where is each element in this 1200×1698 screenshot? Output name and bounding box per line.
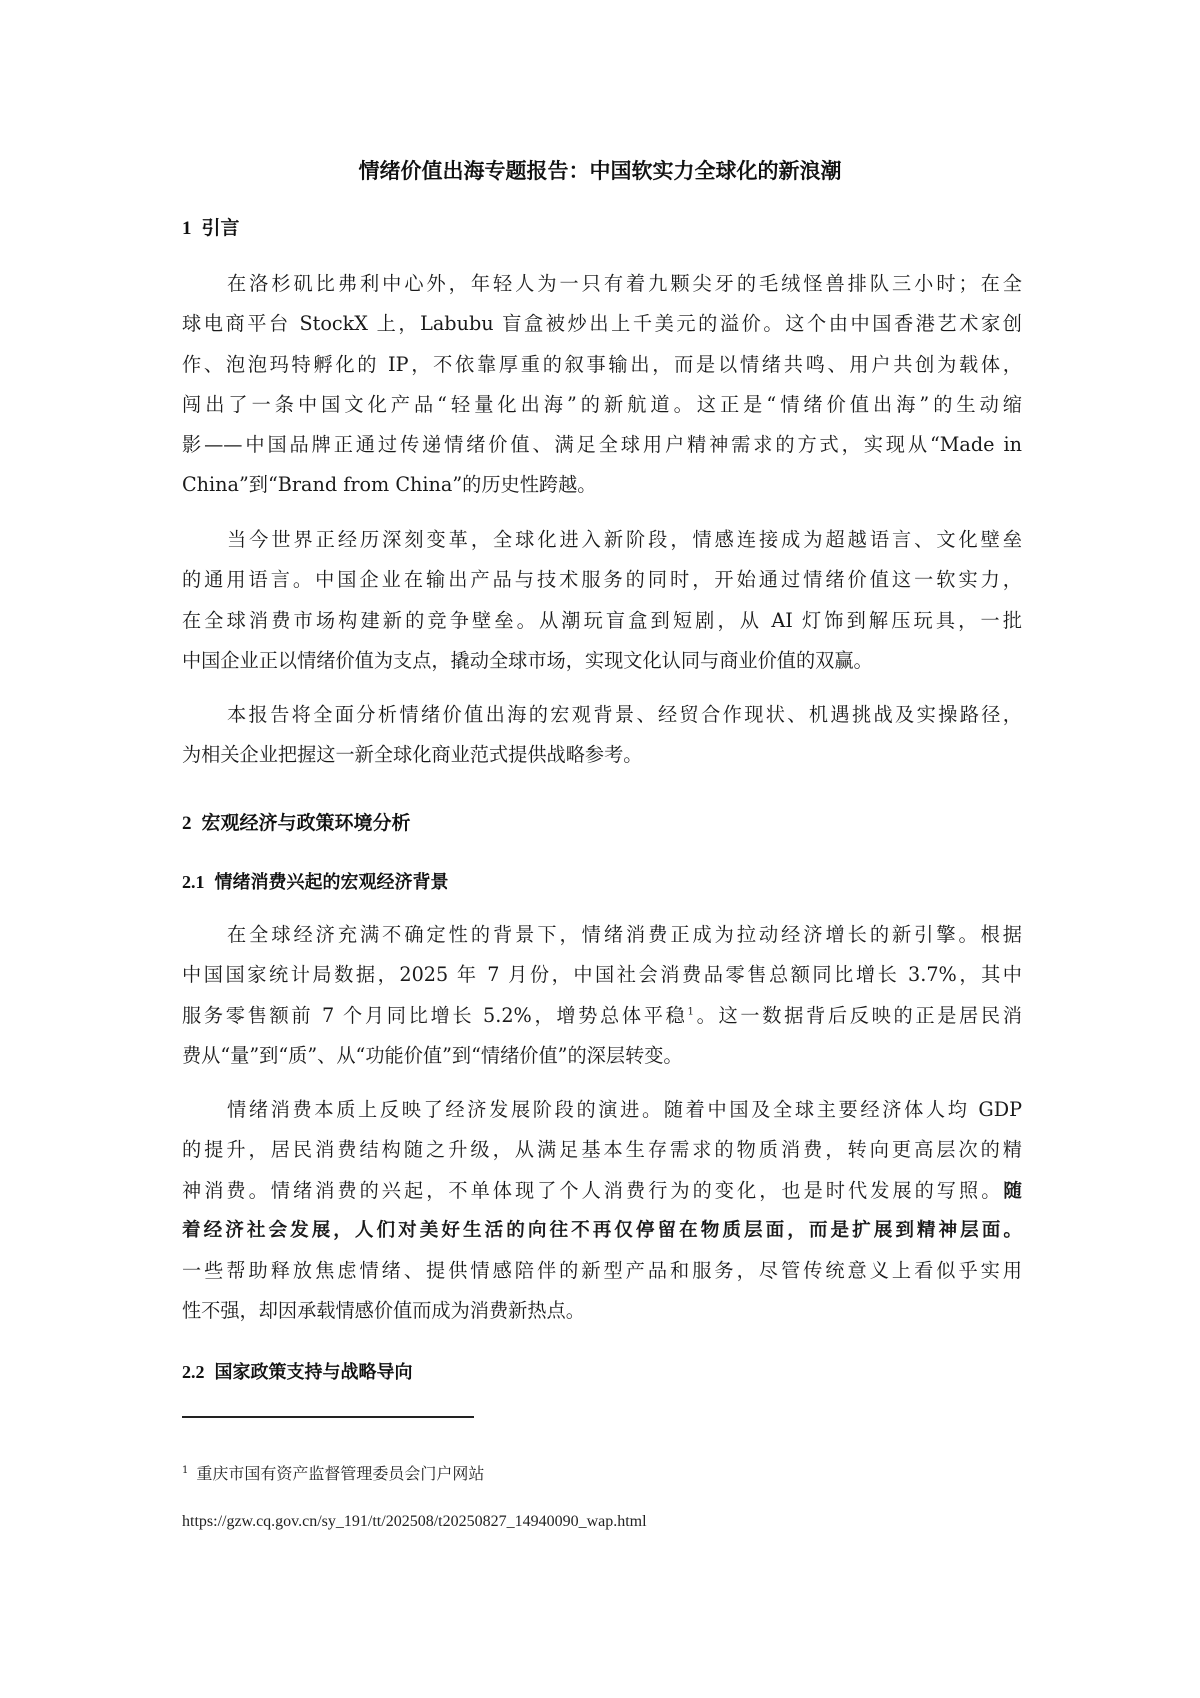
- text-line: 一些帮助释放焦虑情绪、提供情感陪伴的新型产品和服务，尽管传统意义上看似乎实用: [182, 1259, 1022, 1283]
- text-line: 在全球消费市场构建新的竞争壁垒。从潮玩盲盒到短剧，从 AI 灯饰到解压玩具，一批: [182, 608, 1022, 632]
- text-line: 的通用语言。中国企业在输出产品与技术服务的同时，开始通过情绪价值这一软实力，: [182, 568, 1022, 592]
- text-line: 中国国家统计局数据，2025 年 7 月份，中国社会消费品零售总额同比增长 3.7%，其中: [182, 963, 1022, 987]
- text-line: 作、泡泡玛特孵化的 IP，不依靠厚重的叙事输出，而是以情绪共鸣、用户共创为载体，: [182, 352, 1022, 376]
- paragraph-intro-2: [182, 520, 1022, 681]
- text-span: 服务零售额前 7 个月同比增长 5.2%，增势总体平稳: [182, 1003, 688, 1027]
- subsection-title: 国家政策支持与战略导向: [214, 1362, 413, 1383]
- bold-text-span: 随: [1003, 1180, 1022, 1202]
- subsection-title: 情绪消费兴起的宏观经济背景: [214, 872, 449, 893]
- footnote-marker: 1: [182, 1464, 189, 1476]
- bold-text-line: 着经济社会发展，人们对美好生活的向往不再仅停留在物质层面，而是扩展到精神层面。: [182, 1219, 1022, 1241]
- text-line: 性不强，却因承载情感价值而成为消费新热点。: [182, 1299, 585, 1323]
- footnote-text: 重庆市国有资产监督管理委员会门户网站: [196, 1464, 485, 1483]
- text-span: 神消费。情绪消费的兴起，不单体现了个人消费行为的变化，也是时代发展的写照。: [182, 1178, 1004, 1202]
- text-line: 在洛杉矶比弗利中心外，年轻人为一只有着九颗尖牙的毛绒怪兽排队三小时；在全: [227, 272, 1022, 295]
- text-line: 费从“量”到“质”、从“功能价值”到“情绪价值”的深层转变。: [182, 1043, 683, 1067]
- document-title: 情绪价值出海专题报告：中国软实力全球化的新浪潮: [358, 159, 842, 183]
- paragraph-intro-3: [182, 695, 1022, 776]
- text-line: 为相关企业把握这一新全球化商业范式提供战略参考。: [182, 743, 643, 767]
- footnote-url-link[interactable]: https://gzw.cq.gov.cn/sy_191/tt/202508/t20250827_14940090_wap.html: [182, 1513, 647, 1530]
- text-line: 影——中国品牌正通过传递情绪价值、满足全球用户精神需求的方式，实现从“Made in: [182, 433, 1022, 457]
- text-line: 的提升，居民消费结构随之升级，从满足基本生存需求的物质消费，转向更高层次的精: [182, 1138, 1022, 1162]
- paragraph-intro-1: [182, 264, 1022, 506]
- text-line: 当今世界正经历深刻变革，全球化进入新阶段，情感连接成为超越语言、文化壁垒: [227, 528, 1022, 551]
- text-line: 闯出了一条中国文化产品“轻量化出海”的新航道。这正是“情绪价值出海”的生动缩: [182, 392, 1022, 416]
- subsection-heading-2-2: [182, 1358, 413, 1384]
- section-heading-1: [182, 213, 240, 240]
- text-line: China”到“Brand from China”的历史性跨越。: [182, 473, 597, 497]
- section-title: 引言: [201, 217, 240, 239]
- text-line: 情绪消费本质上反映了经济发展阶段的演进。随着中国及全球主要经济体人均 GDP: [227, 1098, 1022, 1121]
- text-line: 本报告将全面分析情绪价值出海的宏观背景、经贸合作现状、机遇挑战及实操路径，: [227, 703, 1022, 726]
- subsection-heading-2-1: [182, 868, 449, 894]
- paragraph-2-1-b: [182, 1090, 1022, 1332]
- footnote-ref[interactable]: 1: [687, 1006, 694, 1018]
- section-title: 宏观经济与政策环境分析: [201, 812, 411, 834]
- text-span: 。这一数据背后反映的正是居民消: [693, 1003, 1022, 1027]
- text-line: [182, 996, 1022, 1036]
- paragraph-2-1-a: [182, 915, 1022, 1076]
- footnote: [182, 1461, 484, 1484]
- section-heading-2: [182, 808, 411, 835]
- section-number: 2: [182, 813, 192, 834]
- footnote-divider: [182, 1416, 474, 1418]
- subsection-number: 2.2: [182, 1362, 205, 1382]
- text-line: 球电商平台 StockX 上，Labubu 盲盒被炒出上千美元的溢价。这个由中国香港艺术家创: [182, 312, 1022, 336]
- subsection-number: 2.1: [182, 872, 205, 892]
- text-line: [182, 1171, 1022, 1211]
- text-line: 中国企业正以情绪价值为支点，撬动全球市场，实现文化认同与商业价值的双赢。: [182, 648, 873, 672]
- section-number: 1: [182, 218, 192, 239]
- text-line: 在全球经济充满不确定性的背景下，情绪消费正成为拉动经济增长的新引擎。根据: [227, 923, 1022, 946]
